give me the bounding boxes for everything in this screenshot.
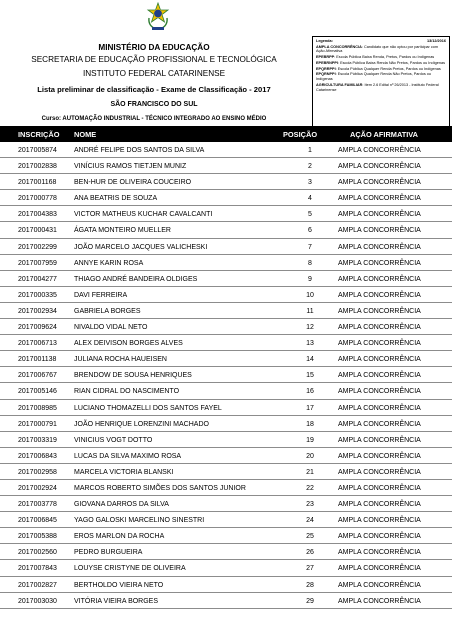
- cell-nome: YAGO GALOSKI MARCELINO SINESTRI: [74, 517, 205, 525]
- cell-nome: PEDRO BURGUEIRA: [74, 549, 143, 557]
- cell-inscricao: 2017002560: [18, 549, 57, 557]
- table-row: [0, 303, 452, 319]
- cell-posicao: 1: [308, 147, 312, 154]
- campus-title: SÃO FRANCISCO DO SUL: [110, 101, 198, 108]
- cell-nome: ÁGATA MONTEIRO MUELLER: [74, 227, 171, 235]
- cell-inscricao: 2017007843: [18, 565, 57, 573]
- cell-nome: THIAGO ANDRÉ BANDEIRA OLDIGES: [74, 275, 198, 283]
- cell-inscricao: 2017002958: [18, 468, 57, 476]
- cell-acao-afirmativa: AMPLA CONCORRÊNCIA: [338, 372, 421, 380]
- cell-posicao: 29: [306, 597, 314, 605]
- cell-inscricao: 2017001168: [18, 179, 57, 187]
- table-row: [0, 319, 452, 335]
- cell-inscricao: 2017004277: [18, 275, 57, 283]
- table-row: [0, 287, 452, 303]
- secretariat-title: SECRETARIA DE EDUCAÇÃO PROFISSIONAL E TECNOLÓGICA: [31, 55, 277, 64]
- cell-nome: JOÃO HENRIQUE LORENZINI MACHADO: [74, 420, 209, 428]
- cell-posicao: 21: [306, 468, 314, 476]
- cell-acao-afirmativa: AMPLA CONCORRÊNCIA: [338, 324, 421, 332]
- table-row: [0, 206, 452, 222]
- cell-acao-afirmativa: AMPLA CONCORRÊNCIA: [338, 501, 421, 509]
- cell-acao-afirmativa: AMPLA CONCORRÊNCIA: [338, 211, 421, 219]
- legend-item-key: AMPLA CONCORRÊNCIA: [316, 44, 362, 49]
- legend-item: [316, 55, 446, 60]
- cell-acao-afirmativa: AMPLA CONCORRÊNCIA: [338, 307, 421, 315]
- cell-nome: JOÃO MARCELO JACQUES VALICHESKI: [74, 243, 208, 251]
- legend-item-key: EPEBRNPPI: [316, 60, 338, 65]
- legend-item-key: EPQRNPPI: [316, 72, 336, 77]
- legend-item: [316, 61, 446, 66]
- table-row: [0, 142, 452, 158]
- cell-inscricao: 2017007959: [18, 259, 57, 267]
- legend-item-key: EPQRRPPI: [316, 66, 336, 71]
- table-row: [0, 593, 452, 609]
- legend-date: 13/12/2016: [426, 39, 446, 43]
- cell-nome: BEN-HUR DE OLIVEIRA COUCEIRO: [74, 179, 192, 187]
- cell-inscricao: 2017000431: [18, 227, 57, 235]
- cell-inscricao: 2017002838: [18, 163, 57, 171]
- cell-nome: BRENDOW DE SOUSA HENRIQUES: [74, 372, 192, 380]
- cell-inscricao: 2017006713: [18, 340, 57, 348]
- cell-acao-afirmativa: AMPLA CONCORRÊNCIA: [338, 195, 421, 203]
- table-row: [0, 416, 452, 432]
- cell-posicao: 18: [306, 420, 314, 428]
- table-row: [0, 577, 452, 593]
- course-title: Curso: AUTOMAÇÃO INDUSTRIAL - TÉCNICO INTEGRADO AO ENSINO MÉDIO: [41, 116, 267, 122]
- cell-nome: ANDRÉ FELIPE DOS SANTOS DA SILVA: [74, 147, 205, 154]
- cell-inscricao: 2017003778: [18, 501, 57, 509]
- cell-inscricao: 2017005388: [18, 533, 57, 541]
- cell-posicao: 3: [308, 179, 312, 187]
- list-title: Lista preliminar de classificação - Exame de Classificação - 2017: [37, 85, 271, 94]
- cell-acao-afirmativa: AMPLA CONCORRÊNCIA: [338, 243, 421, 251]
- cell-acao-afirmativa: AMPLA CONCORRÊNCIA: [338, 581, 421, 589]
- cell-nome: DAVI FERREIRA: [74, 291, 128, 299]
- table-row: [0, 255, 452, 271]
- cell-posicao: 9: [308, 275, 312, 283]
- cell-posicao: 23: [306, 501, 314, 509]
- cell-nome: VICTOR MATHEUS KUCHAR CAVALCANTI: [74, 211, 213, 219]
- cell-acao-afirmativa: AMPLA CONCORRÊNCIA: [338, 597, 421, 605]
- table-row: [0, 222, 452, 238]
- cell-acao-afirmativa: AMPLA CONCORRÊNCIA: [338, 275, 421, 283]
- cell-acao-afirmativa: AMPLA CONCORRÊNCIA: [338, 549, 421, 557]
- legend-item-text: : Escola Pública Baixa Renda Não Pretos, Pardos ou Indígenas: [337, 60, 445, 65]
- cell-inscricao: 2017005874: [18, 147, 57, 154]
- column-header-inscricao: INSCRIÇÃO: [18, 130, 60, 139]
- cell-acao-afirmativa: AMPLA CONCORRÊNCIA: [338, 147, 421, 154]
- cell-nome: EROS MARLON DA ROCHA: [74, 533, 165, 541]
- cell-inscricao: 2017006845: [18, 517, 57, 525]
- cell-posicao: 8: [308, 259, 312, 267]
- cell-acao-afirmativa: AMPLA CONCORRÊNCIA: [338, 436, 421, 444]
- table-row: [0, 383, 452, 399]
- cell-posicao: 27: [306, 565, 314, 573]
- cell-nome: VITÓRIA VIEIRA BORGES: [74, 597, 159, 605]
- cell-nome: LUCAS DA SILVA MAXIMO ROSA: [74, 452, 182, 460]
- cell-inscricao: 2017003030: [18, 597, 57, 605]
- cell-inscricao: 2017005146: [18, 388, 57, 396]
- cell-acao-afirmativa: AMPLA CONCORRÊNCIA: [338, 356, 421, 364]
- cell-posicao: 24: [306, 517, 314, 525]
- legend-item: [316, 72, 446, 81]
- cell-nome: LUCIANO THOMAZELLI DOS SANTOS FAYEL: [74, 404, 222, 412]
- cell-posicao: 6: [308, 227, 312, 235]
- cell-posicao: 13: [306, 340, 314, 348]
- cell-posicao: 11: [306, 307, 314, 315]
- table-row: [0, 158, 452, 174]
- legend-box: [312, 36, 450, 130]
- legend-item-key: AGRICULTURA FAMILIAR: [316, 82, 363, 87]
- cell-posicao: 17: [306, 404, 314, 412]
- legend-item: [316, 83, 446, 92]
- legend-item-key: EPEBRPP: [316, 55, 335, 60]
- table-row: [0, 512, 452, 528]
- brasao-republica-icon: [146, 2, 170, 32]
- table-row: [0, 528, 452, 544]
- table-row: [0, 400, 452, 416]
- cell-posicao: 5: [308, 211, 312, 219]
- cell-inscricao: 2017000335: [18, 291, 57, 299]
- cell-acao-afirmativa: AMPLA CONCORRÊNCIA: [338, 179, 421, 187]
- table-row: [0, 544, 452, 560]
- cell-posicao: 4: [308, 195, 312, 203]
- legend-item-text: : Item 2.6 Edital nº 26/2013 - Instituto Federal Catarinense: [316, 82, 439, 92]
- cell-posicao: 15: [306, 372, 314, 380]
- table-row: [0, 496, 452, 512]
- cell-inscricao: 2017006767: [18, 372, 57, 380]
- column-header-nome: NOME: [74, 130, 97, 139]
- cell-acao-afirmativa: AMPLA CONCORRÊNCIA: [338, 388, 421, 396]
- table-row: [0, 367, 452, 383]
- cell-nome: MARCELA VICTORIA BLANSKI: [74, 468, 174, 476]
- legend-item: [316, 45, 446, 54]
- legend-title: Legenda:: [316, 39, 333, 43]
- legend-item-text: : Escola Pública Baixa Renda, Pretos, Pardos ou Indígenas: [334, 55, 435, 60]
- cell-posicao: 25: [306, 533, 314, 541]
- cell-inscricao: 2017000778: [18, 195, 57, 203]
- cell-posicao: 22: [306, 484, 314, 492]
- cell-inscricao: 2017003319: [18, 436, 57, 444]
- cell-posicao: 26: [306, 549, 314, 557]
- cell-acao-afirmativa: AMPLA CONCORRÊNCIA: [338, 452, 421, 460]
- cell-acao-afirmativa: AMPLA CONCORRÊNCIA: [338, 227, 421, 235]
- cell-acao-afirmativa: AMPLA CONCORRÊNCIA: [338, 291, 421, 299]
- cell-posicao: 19: [306, 436, 314, 444]
- column-header-posicao: POSIÇÃO: [283, 130, 318, 139]
- cell-nome: BERTHOLDO VIEIRA NETO: [74, 581, 164, 589]
- cell-nome: LOUYSE CRISTYNE DE OLIVEIRA: [74, 565, 186, 573]
- cell-posicao: 7: [308, 243, 312, 251]
- cell-nome: ANNYE KARIN ROSA: [74, 259, 144, 267]
- cell-nome: ALEX DEIVISON BORGES ALVES: [74, 340, 183, 348]
- table-row: [0, 271, 452, 287]
- cell-acao-afirmativa: AMPLA CONCORRÊNCIA: [338, 565, 421, 573]
- cell-nome: VINÍCIUS RAMOS TIETJEN MUNIZ: [74, 163, 187, 171]
- cell-acao-afirmativa: AMPLA CONCORRÊNCIA: [338, 517, 421, 525]
- institute-title: INSTITUTO FEDERAL CATARINENSE: [82, 69, 226, 78]
- cell-acao-afirmativa: AMPLA CONCORRÊNCIA: [338, 404, 421, 412]
- cell-nome: NIVALDO VIDAL NETO: [74, 324, 148, 332]
- cell-posicao: 20: [306, 452, 314, 460]
- cell-inscricao: 2017002934: [18, 307, 57, 315]
- table-row: [0, 448, 452, 464]
- table-row: [0, 174, 452, 190]
- cell-nome: JULIANA ROCHA HAUEISEN: [74, 356, 167, 364]
- cell-posicao: 10: [306, 291, 314, 299]
- cell-nome: GIOVANA DARROS DA SILVA: [74, 501, 169, 509]
- cell-posicao: 2: [308, 163, 312, 171]
- table-row: [0, 190, 452, 206]
- cell-acao-afirmativa: AMPLA CONCORRÊNCIA: [338, 484, 421, 492]
- cell-acao-afirmativa: AMPLA CONCORRÊNCIA: [338, 163, 421, 171]
- cell-posicao: 28: [306, 581, 314, 589]
- table-row: [0, 432, 452, 448]
- table-header: [0, 126, 452, 142]
- cell-posicao: 16: [306, 388, 314, 396]
- cell-acao-afirmativa: AMPLA CONCORRÊNCIA: [338, 468, 421, 476]
- cell-inscricao: 2017004383: [18, 211, 57, 219]
- cell-acao-afirmativa: AMPLA CONCORRÊNCIA: [338, 420, 421, 428]
- cell-nome: VINICIUS VOGT DOTTO: [74, 436, 153, 444]
- cell-acao-afirmativa: AMPLA CONCORRÊNCIA: [338, 259, 421, 267]
- column-header-acao-afirmativa: AÇÃO AFIRMATIVA: [350, 130, 419, 139]
- cell-inscricao: 2017009624: [18, 324, 57, 332]
- cell-nome: GABRIELA BORGES: [74, 307, 141, 315]
- cell-inscricao: 2017006843: [18, 452, 57, 460]
- cell-acao-afirmativa: AMPLA CONCORRÊNCIA: [338, 340, 421, 348]
- table-row: [0, 560, 452, 576]
- cell-posicao: 12: [306, 324, 314, 332]
- table-body: [0, 142, 452, 609]
- legend-item-text: : Escola Pública Qualquer Renda Não Pretos, Pardos ou Indígenas: [316, 72, 432, 82]
- cell-inscricao: 2017002827: [18, 581, 57, 589]
- legend-item-text: : Escola Pública Qualquer Renda Pretos, Pardos ou Indígenas: [335, 66, 441, 71]
- table-row: [0, 335, 452, 351]
- legend-item-text: : Candidato que não optou por participar com Ação Afirmativa: [316, 44, 439, 54]
- ministry-title: MINISTÉRIO DA EDUCAÇÃO: [98, 43, 210, 52]
- cell-nome: ANA BEATRIS DE SOUZA: [74, 195, 158, 203]
- cell-inscricao: 2017002924: [18, 484, 57, 492]
- table-row: [0, 239, 452, 255]
- legend-item: [316, 67, 446, 72]
- cell-inscricao: 2017008985: [18, 404, 57, 412]
- table-row: [0, 464, 452, 480]
- cell-inscricao: 2017002299: [18, 243, 57, 251]
- cell-acao-afirmativa: AMPLA CONCORRÊNCIA: [338, 533, 421, 541]
- table-row: [0, 480, 452, 496]
- table-row: [0, 351, 452, 367]
- cell-nome: MARCOS ROBERTO SIMÕES DOS SANTOS JUNIOR: [74, 484, 246, 492]
- cell-nome: RIAN CIDRAL DO NASCIMENTO: [74, 388, 180, 396]
- cell-posicao: 14: [306, 356, 314, 364]
- cell-inscricao: 2017000791: [18, 420, 57, 428]
- cell-inscricao: 2017001138: [18, 356, 57, 364]
